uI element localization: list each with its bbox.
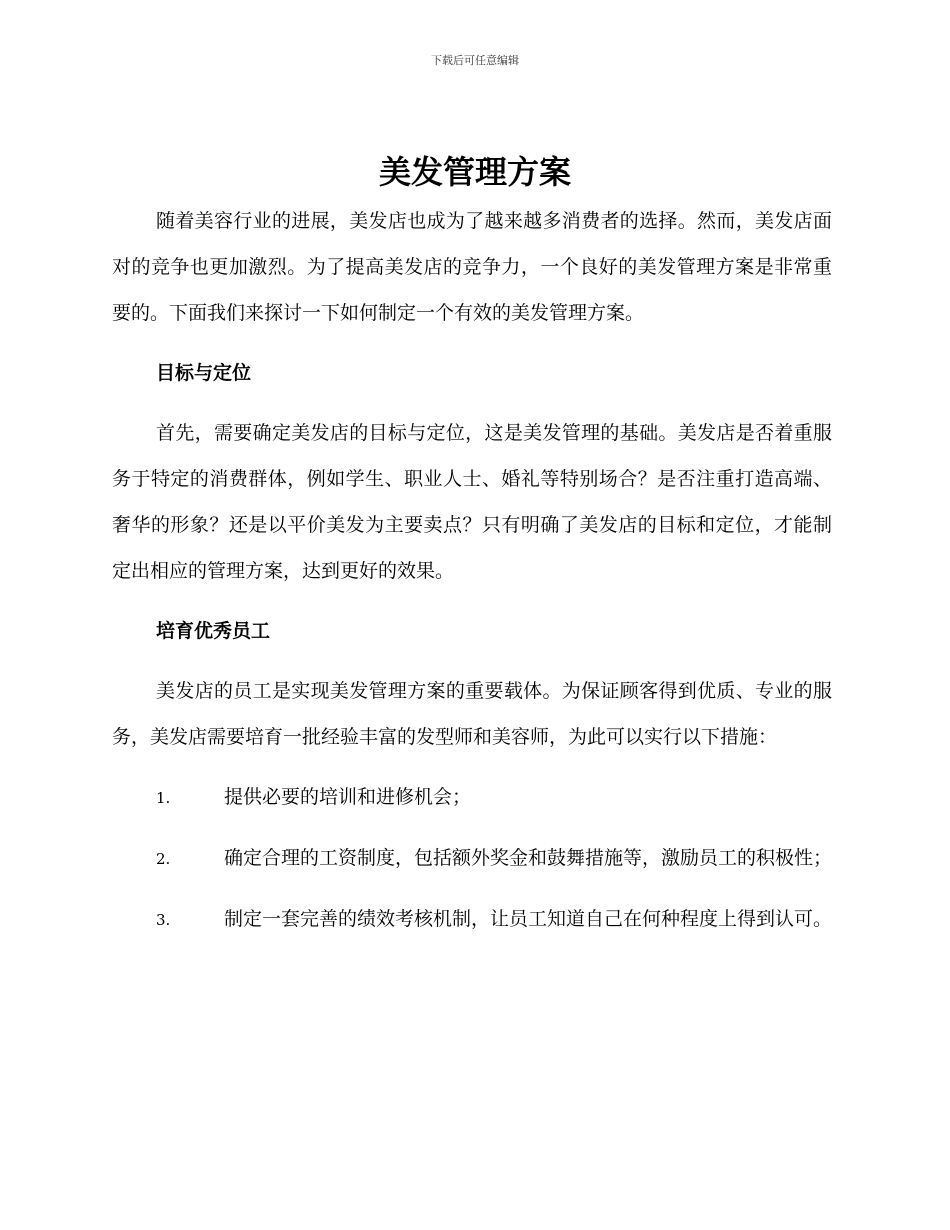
list-text: 制定一套完善的绩效考核机制，让员工知道自己在何种程度上得到认可。 [224, 908, 833, 930]
list-number: 3. [156, 911, 171, 929]
document-body [112, 198, 832, 957]
section-paragraph-goals: 首先，需要确定美发店的目标与定位，这是美发管理的基础。美发店是否着重服务于特定的消费群体，例如学生、职业人士、婚礼等特别场合？是否注重打造高端、奢华的形象？还是以平价美发为主要卖点？只有明确了美发店的目标和定位，才能制定出相应的管理方案，达到更好的效果。 [112, 422, 832, 582]
list-item [112, 896, 832, 943]
list-number: 2. [156, 850, 171, 868]
header-note: 下载后可任意编辑 [431, 54, 519, 67]
document-title: 美发管理方案 [378, 153, 571, 191]
list-item [112, 774, 832, 821]
section-heading-goals: 目标与定位 [156, 362, 252, 384]
section-heading-staff: 培育优秀员工 [156, 620, 271, 642]
list-text: 确定合理的工资制度，包括额外奖金和鼓舞措施等，激励员工的积极性； [224, 847, 833, 869]
list-text: 提供必要的培训和进修机会； [224, 786, 472, 808]
list-item [112, 835, 832, 882]
intro-paragraph: 随着美容行业的进展，美发店也成为了越来越多消费者的选择。然而，美发店面对的竞争也更加激烈。为了提高美发店的竞争力，一个良好的美发管理方案是非常重要的。下面我们来探讨一下如何制定一个有效的美发管理方案。 [112, 210, 832, 324]
list-number: 1. [156, 789, 171, 807]
section-paragraph-staff: 美发店的员工是实现美发管理方案的重要载体。为保证顾客得到优质、专业的服务，美发店需要培育一批经验丰富的发型师和美容师，为此可以实行以下措施： [112, 680, 832, 748]
